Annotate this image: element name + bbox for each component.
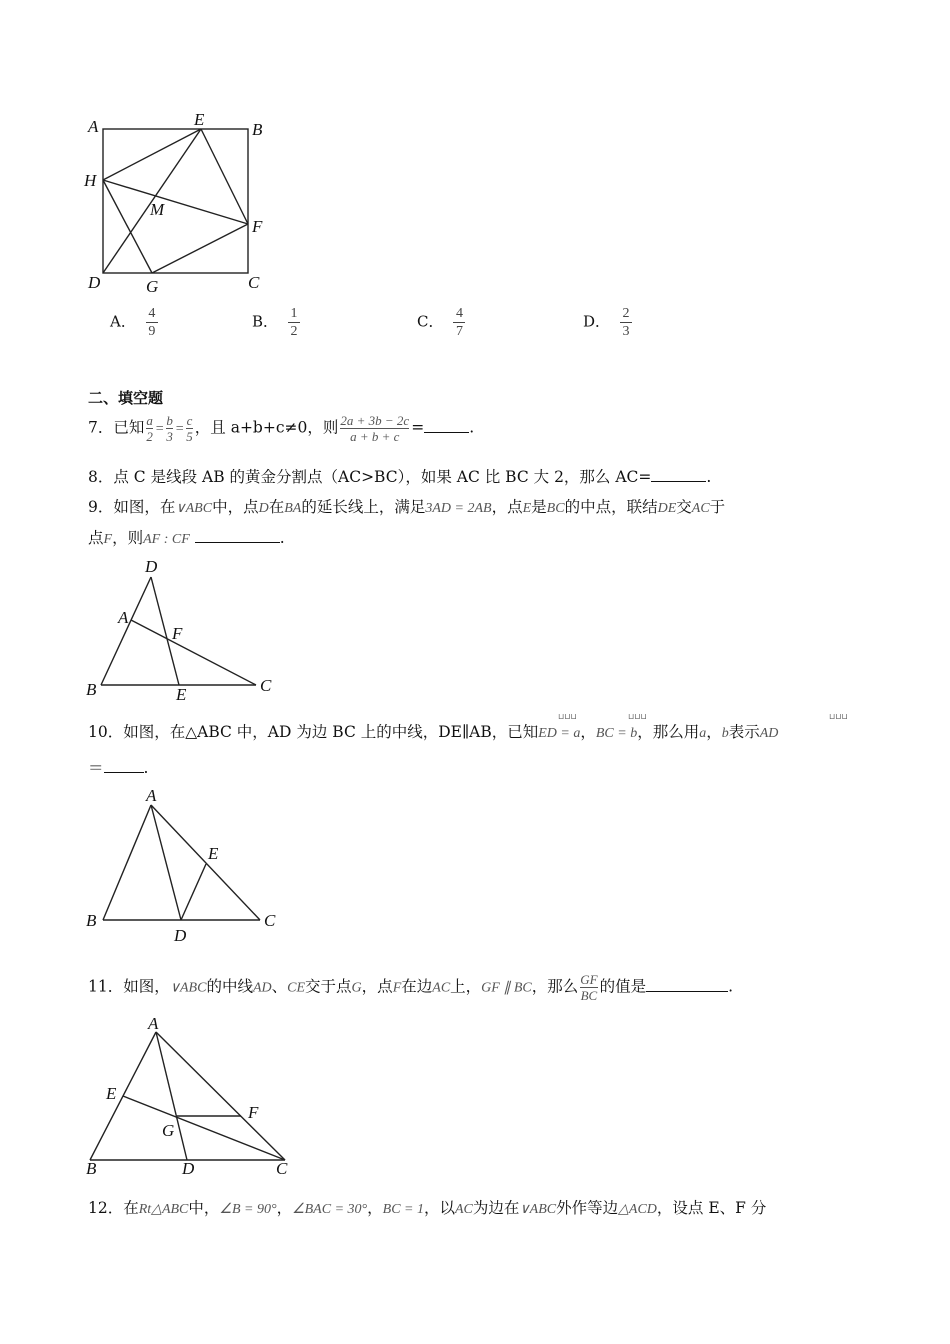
answer-blank-9[interactable] (195, 528, 280, 543)
answer-blank-10[interactable] (104, 758, 144, 773)
label-G: G (162, 1121, 175, 1140)
answer-blank-11[interactable] (646, 977, 728, 992)
label-E: E (208, 844, 219, 863)
option-a[interactable]: A． $\frac{4}{9}$ (110, 305, 158, 340)
label-B: B (86, 911, 97, 930)
label-C: C (276, 1159, 288, 1178)
label-C: C (248, 273, 260, 292)
section-title: 二、填空题 (88, 389, 164, 407)
question-8: 8．点 C 是线段 AB 的黄金分割点（AC>BC），如果 AC 比 BC 大 2，那么 AC= . (88, 468, 712, 486)
answer-blank-7[interactable] (424, 418, 469, 433)
label-A: A (146, 786, 157, 805)
answer-blank-8[interactable] (651, 467, 706, 482)
label-E: E (176, 685, 187, 704)
label-A: A (118, 608, 129, 627)
label-F: F (252, 217, 263, 236)
label-E: E (106, 1084, 117, 1103)
label-D: D (174, 926, 187, 945)
figure-triangle-abc-median (80, 783, 290, 948)
label-B: B (86, 680, 97, 699)
figure-triangle-medians (80, 1010, 300, 1180)
vector-mark-bc: ⊔⊔⊔ (628, 712, 647, 721)
label-F: F (248, 1103, 259, 1122)
label-F: F (172, 624, 183, 643)
label-G: G (146, 277, 159, 296)
label-C: C (260, 676, 272, 695)
question-11: 11．如图，∨ABC的中线AD、CE交于点G，点F在边AC上，GF ∥ BC，那么 $\frac{GF}{BC}$ 的值是 . (88, 972, 734, 1003)
question-10-line1: 10．如图，在△ABC 中，AD 为边 BC 上的中线，DE∥AB，已知ED = a，BC = b，那么用a，b表示AD (88, 723, 779, 741)
option-c[interactable]: C． $\frac{4}{7}$ (417, 305, 465, 340)
vector-mark-ad: ⊔⊔⊔ (829, 712, 848, 721)
question-7: 7．已知 $\frac{a}{2}$ = $\frac{b}{3}$ = $\frac{c}{5}$ ，且 a+b+c≠0，则 $\frac{2a + 3b - 2c}{a + b + c}$ = . (88, 413, 475, 444)
question-12: 12．在Rt△ABC中，∠B = 90°，∠BAC = 30°，BC = 1，以AC为边在∨ABC外作等边△ACD，设点 E、F 分 (88, 1199, 767, 1217)
label-A: A (148, 1014, 159, 1033)
label-D: D (182, 1159, 195, 1178)
figure-square (80, 108, 280, 298)
label-H: H (84, 171, 97, 190)
label-D: D (88, 273, 101, 292)
question-10-line2: ＝ . (88, 759, 149, 777)
option-d[interactable]: D． $\frac{2}{3}$ (583, 305, 632, 340)
label-E: E (194, 110, 205, 129)
question-9-line2: 点F，则AF : CF . (88, 529, 285, 547)
question-9-line1: 9．如图，在∨ABC中，点D在BA的延长线上，满足3AD = 2AB，点E是BC的中点，联结DE交AC于 (88, 498, 726, 516)
option-b[interactable]: B． $\frac{1}{2}$ (252, 305, 300, 340)
figure-triangle-dbc (80, 555, 290, 705)
label-M: M (150, 200, 165, 219)
label-B: B (252, 120, 263, 139)
label-C: C (264, 911, 276, 930)
label-D: D (145, 557, 158, 576)
vector-mark-ed: ⊔⊔⊔ (558, 712, 577, 721)
label-A: A (88, 117, 99, 136)
label-B: B (86, 1159, 97, 1178)
